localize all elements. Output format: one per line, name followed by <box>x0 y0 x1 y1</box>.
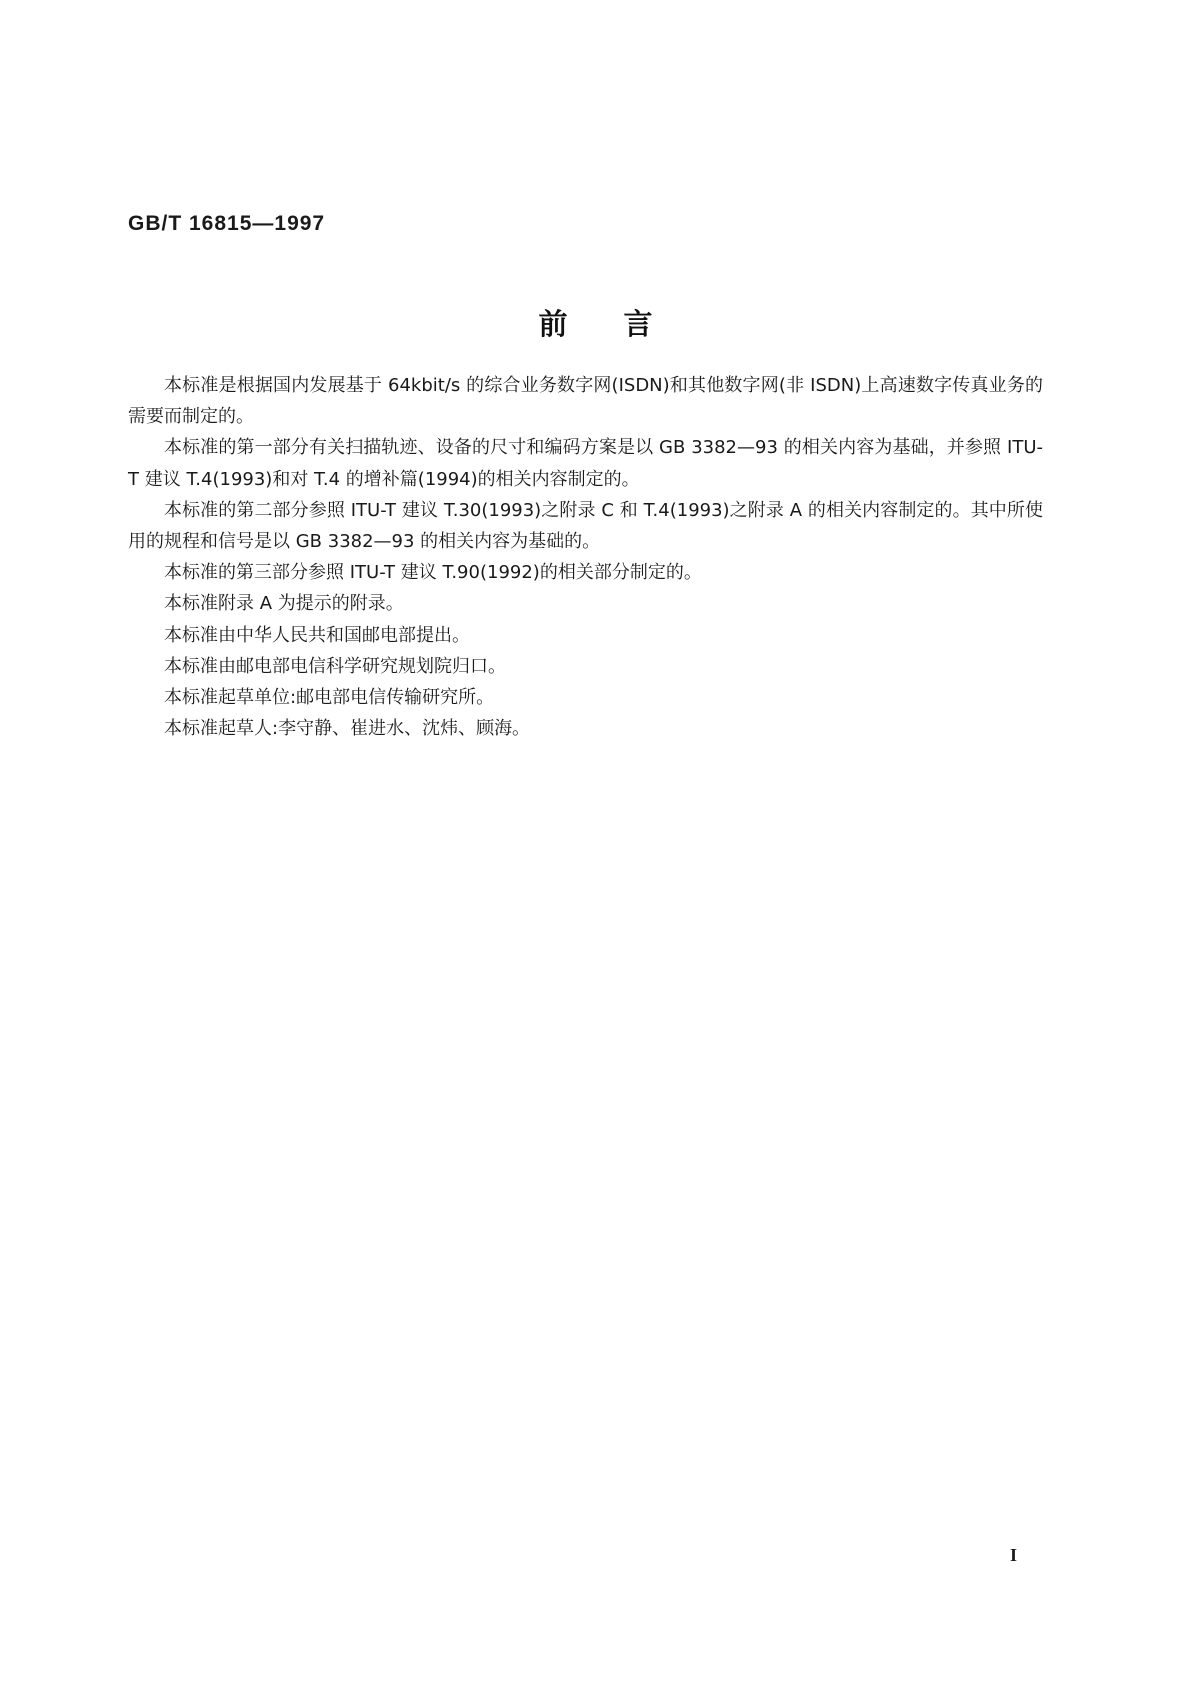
paragraph: 本标准附录 A 为提示的附录。 <box>164 593 404 615</box>
paragraph: 本标准起草人:李守静、崔进水、沈炜、顾海。 <box>164 718 531 740</box>
paragraph: 本标准的第三部分参照 ITU-T 建议 T.90(1992)的相关部分制定的。 <box>164 562 702 584</box>
page-title: 前言 <box>538 307 709 341</box>
paragraph: 本标准的第一部分有关扫描轨迹、设备的尺寸和编码方案是以 GB 3382—93 的相关内容为基础，并参照 ITU-T 建议 T.4(1993)和对 T.4 的增补篇(1994)的相关内容制定的。 <box>128 437 1043 490</box>
paragraph: 本标准由邮电部电信科学研究规划院归口。 <box>164 655 506 677</box>
paragraph: 本标准的第二部分参照 ITU-T 建议 T.30(1993)之附录 C 和 T.4(1993)之附录 A 的相关内容制定的。其中所使用的规程和信号是以 GB 3382—93 的相关内容为基础的。 <box>128 499 1043 553</box>
paragraph: 本标准起草单位:邮电部电信传输研究所。 <box>164 687 495 709</box>
paragraph: 本标准由中华人民共和国邮电部提出。 <box>164 624 470 646</box>
paragraph: 本标准是根据国内发展基于 64kbit/s 的综合业务数字网(ISDN)和其他数字网(非 ISDN)上高速数字传真业务的需要而制定的。 <box>128 375 1043 428</box>
foreword-body <box>128 370 1043 744</box>
page-number: I <box>1010 1545 1018 1565</box>
standard-code: GB/T 16815—1997 <box>128 212 326 235</box>
